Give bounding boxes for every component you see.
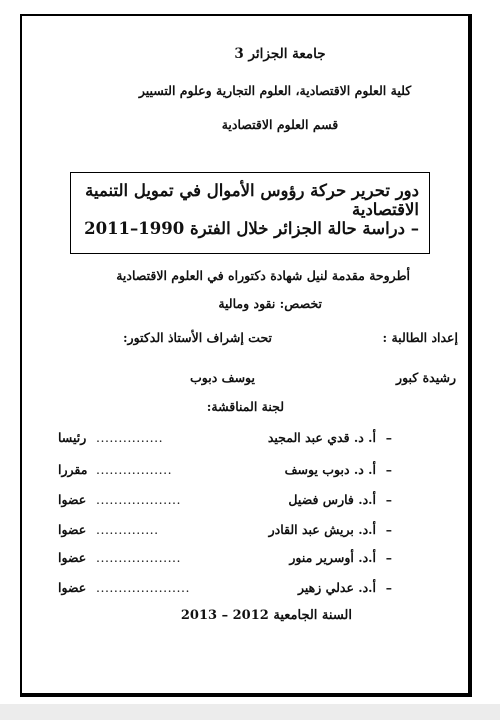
list-dash: – <box>385 550 392 565</box>
faculty-name: كلية العلوم الاقتصادية، العلوم التجارية وعلوم التسيير <box>138 83 412 98</box>
member-name: أ. د. قدي عبد المجيد <box>267 430 376 445</box>
committee-member <box>58 462 392 482</box>
committee-member <box>58 430 392 450</box>
thesis-statement: أطروحة مقدمة لنيل شهادة دكتوراه في العلوم الاقتصادية <box>116 268 410 283</box>
member-role: عضوا <box>58 522 87 537</box>
leader-dots: ................... <box>96 550 181 565</box>
committee-member <box>58 522 392 542</box>
member-role: رئيسا <box>58 430 87 445</box>
thesis-title-line-2: – دراسة حالة الجزائر خلال الفترة 1990–2011 <box>84 219 419 238</box>
member-role: عضوا <box>58 492 87 507</box>
list-dash: – <box>385 492 392 507</box>
member-name: أ.د. فارس فضيل <box>288 492 376 507</box>
thesis-title-line-1: دور تحرير حركة رؤوس الأموال في تمويل التنمية الاقتصادية <box>85 181 419 219</box>
prepared-by-label: إعداد الطالبة : <box>382 330 458 345</box>
leader-dots: ................. <box>96 462 173 477</box>
student-name: رشيدة كبور <box>396 370 456 385</box>
list-dash: – <box>385 522 392 537</box>
academic-year: السنة الجامعية 2012 – 2013 <box>180 608 352 623</box>
member-name: أ.د. بريش عبد القادر <box>268 522 376 537</box>
member-role: عضوا <box>58 580 87 595</box>
list-dash: – <box>385 580 392 595</box>
university-name: جامعة الجزائر 3 <box>234 46 326 62</box>
member-role: عضوا <box>58 550 87 565</box>
leader-dots: .............. <box>96 522 159 537</box>
supervisor-label: تحت إشراف الأستاذ الدكتور: <box>122 330 272 345</box>
member-name: أ.د. عدلي زهير <box>298 580 376 595</box>
member-name: أ.د. أوسرير منور <box>289 550 376 565</box>
list-dash: – <box>385 462 392 477</box>
member-role: مقررا <box>58 462 88 477</box>
leader-dots: ............... <box>96 430 164 445</box>
committee-member <box>58 580 392 600</box>
member-name: أ. د. دبوب يوسف <box>284 462 376 477</box>
list-dash: – <box>385 430 392 445</box>
viewer-bottom-strip <box>0 704 500 720</box>
committee-heading: لجنة المناقشة: <box>206 399 284 414</box>
thesis-title-box <box>70 172 430 254</box>
specialization: تخصص: نقود ومالية <box>218 296 322 311</box>
committee-member <box>58 492 392 512</box>
leader-dots: ..................... <box>96 580 190 595</box>
department-name: قسم العلوم الاقتصادية <box>221 117 339 132</box>
supervisor-name: يوسف دبوب <box>190 370 255 385</box>
committee-member <box>58 550 392 570</box>
leader-dots: ................... <box>96 492 181 507</box>
